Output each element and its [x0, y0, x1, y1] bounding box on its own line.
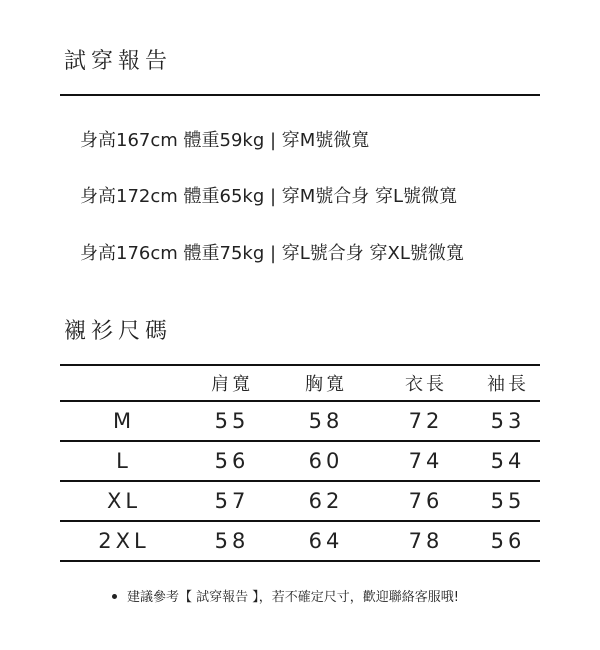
fit-report-title: 試穿報告 [64, 49, 173, 74]
fit-report-entry: 身高176cm 體重75kg | 穿L號合身 穿XL號微寬 [80, 243, 464, 264]
table-cell: 62 [308, 489, 344, 513]
fit-report-divider [60, 94, 540, 96]
size-chart-header-row [60, 365, 540, 401]
size-label-cell: 2XL [98, 529, 150, 553]
table-cell: 58 [308, 409, 344, 433]
table-cell: 60 [308, 449, 344, 473]
table-cell: 57 [214, 489, 250, 513]
header-cell-size [60, 365, 188, 401]
table-cell: 72 [408, 409, 444, 433]
fit-report-entry: 身高172cm 體重65kg | 穿M號合身 穿L號微寬 [80, 186, 458, 207]
table-cell: 74 [408, 449, 444, 473]
header-cell-sleeve: 袖長 [487, 374, 529, 395]
table-cell: 55 [490, 489, 526, 513]
header-cell-shoulder: 肩寬 [211, 374, 253, 395]
size-label-cell: M [112, 409, 136, 433]
table-row [60, 521, 540, 561]
table-cell: 56 [490, 529, 526, 553]
header-cell-chest: 胸寬 [305, 374, 347, 395]
size-chart-table [60, 364, 540, 562]
header-cell-length: 衣長 [405, 374, 447, 395]
table-cell: 58 [214, 529, 250, 553]
table-row [60, 481, 540, 521]
sizing-note [112, 586, 459, 605]
table-cell: 78 [408, 529, 444, 553]
table-row [60, 441, 540, 481]
sizing-note-text: 建議參考【 試穿報告 】，若不確定尺寸，歡迎聯絡客服哦! [127, 590, 459, 605]
table-cell: 55 [214, 409, 250, 433]
fit-report-entry: 身高167cm 體重59kg | 穿M號微寬 [80, 130, 370, 151]
table-cell: 64 [308, 529, 344, 553]
table-cell: 53 [490, 409, 526, 433]
bullet-icon [112, 594, 117, 599]
size-label-cell: XL [106, 489, 142, 513]
table-cell: 56 [214, 449, 250, 473]
size-chart-title: 襯衫尺碼 [64, 319, 173, 344]
table-row [60, 401, 540, 441]
table-cell: 76 [408, 489, 444, 513]
size-label-cell: L [116, 449, 132, 473]
table-cell: 54 [490, 449, 526, 473]
